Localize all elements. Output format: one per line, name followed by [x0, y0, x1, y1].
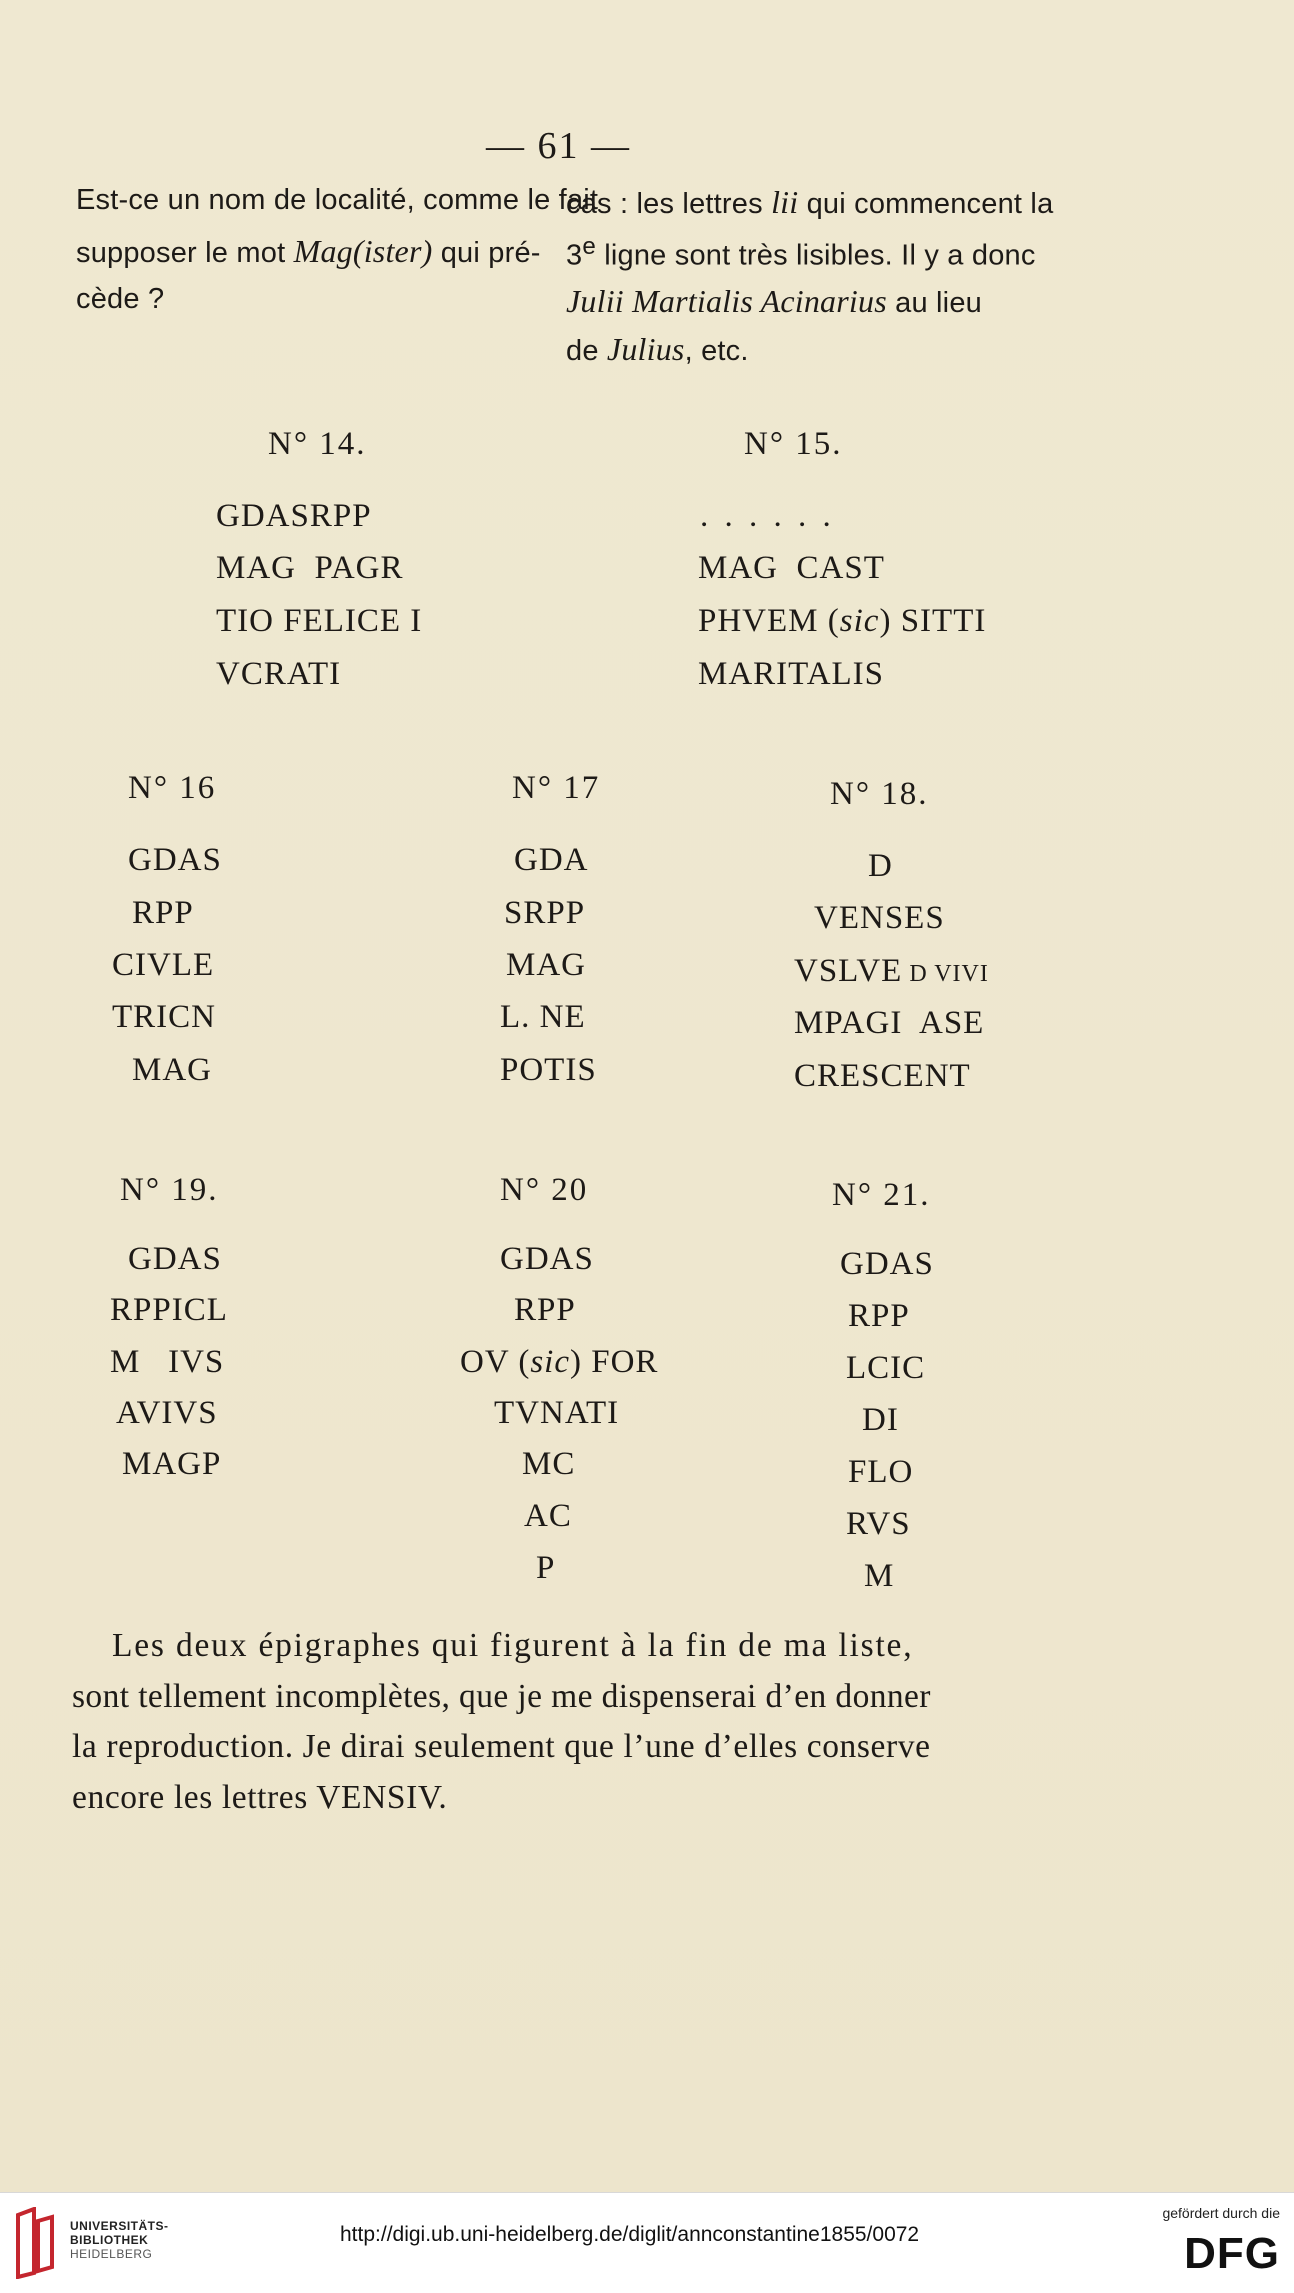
inscription-line: GDAS	[500, 1241, 594, 1277]
inscription-line: P	[536, 1550, 556, 1586]
inscription-line: GDASRPP	[216, 498, 372, 534]
sic-annotation: (sic)	[827, 603, 892, 639]
inscription-line: GDAS	[840, 1246, 934, 1282]
inscription-heading: N° 14.	[268, 426, 367, 462]
page-number: — 61 —	[486, 125, 631, 167]
sic-annotation: (sic)	[518, 1344, 582, 1380]
inscription-line: TVNATI	[494, 1395, 620, 1431]
inscription-line: RVS	[846, 1506, 911, 1542]
intro-left-line: cède ?	[76, 283, 165, 315]
inscription-line: VSLVE D VIVI	[794, 953, 989, 989]
inscription-line: DI	[862, 1402, 899, 1438]
inscription-line: OV (sic) FOR	[460, 1344, 659, 1380]
inscription-line: GDA	[514, 842, 589, 878]
inscription-line: CRESCENT	[794, 1058, 971, 1094]
permalink-url[interactable]: http://digi.ub.uni-heidelberg.de/diglit/annconstantine1855/0072	[340, 2223, 920, 2246]
paragraph-line: encore les lettres VENSIV.	[72, 1779, 448, 1816]
university-library-logo	[12, 2207, 58, 2279]
inscription-line: M IVS	[110, 1344, 225, 1380]
inscription-line: MPAGI ASE	[794, 1005, 985, 1041]
intro-right-line: cas : les lettres lii qui commencent la	[566, 184, 1054, 220]
inscription-line: MAG PAGR	[216, 550, 404, 586]
inscription-line: MAG	[506, 947, 587, 983]
inscription-line: MAGP	[122, 1446, 222, 1482]
library-name-line: BIBLIOTHEK	[70, 2233, 149, 2247]
inscription-line: POTIS	[500, 1052, 597, 1088]
paragraph-line: Les deux épigraphes qui figurent à la fin de ma liste,	[112, 1627, 914, 1664]
inscription-line: D	[868, 848, 893, 884]
inscription-heading: N° 16	[128, 770, 217, 806]
inscription-heading: N° 21.	[832, 1177, 931, 1213]
inscription-line: VENSES	[814, 900, 945, 936]
library-name	[70, 2219, 169, 2261]
inscription-line: RPP	[514, 1292, 576, 1328]
inscription-line: CIVLE	[112, 947, 215, 983]
intro-left-line: Est-ce un nom de localité, comme le fait	[76, 184, 599, 216]
intro-right-line: 3e ligne sont très lisibles. Il y a donc	[566, 233, 1036, 272]
inscription-line: LCIC	[846, 1350, 926, 1386]
inscription-line: AC	[524, 1498, 572, 1534]
inscription-line: MARITALIS	[698, 656, 885, 692]
inscription-heading: N° 19.	[120, 1172, 219, 1208]
inscription-line: RPP	[132, 895, 194, 931]
inscription-line: TIO FELICE I	[216, 603, 423, 639]
dfg-logo: DFG	[1184, 2229, 1280, 2278]
inscription-line: MAG	[132, 1052, 213, 1088]
inscription-line: RPP	[848, 1298, 910, 1334]
inscription-heading: N° 18.	[830, 776, 929, 812]
library-name-line: UNIVERSITÄTS-	[70, 2219, 169, 2233]
paragraph-line: sont tellement incomplètes, que je me dispenserai d’en donner	[72, 1678, 931, 1715]
paragraph-line: la reproduction. Je dirai seulement que l’une d’elles conserve	[72, 1728, 931, 1765]
funded-by-label: gefördert durch die	[1162, 2205, 1280, 2221]
inscription-line: TRICN	[112, 999, 216, 1035]
inscription-line: MAG CAST	[698, 550, 885, 586]
inscription-line: L. NE	[500, 999, 586, 1035]
library-name-line: HEIDELBERG	[70, 2247, 153, 2261]
inscription-line: PHVEM (sic) SITTI	[698, 603, 987, 639]
footer-bar	[0, 2192, 1294, 2293]
inscription-line: GDAS	[128, 842, 222, 878]
intro-right-line: de Julius, etc.	[566, 331, 749, 367]
intro-left-line: supposer le mot Mag(ister) qui pré-	[76, 233, 541, 269]
inscription-line: AVIVS	[116, 1395, 218, 1431]
inscription-line: MC	[522, 1446, 576, 1482]
intro-right-line: Julii Martialis Acinarius au lieu	[566, 283, 982, 319]
inscription-heading: N° 15.	[744, 426, 843, 462]
inscription-line: VCRATI	[216, 656, 342, 692]
inscription-line: . . . . . .	[700, 498, 835, 534]
inscription-heading: N° 20	[500, 1172, 589, 1208]
inscription-line: FLO	[848, 1454, 914, 1490]
inscription-line: GDAS	[128, 1241, 222, 1277]
inscription-line: SRPP	[504, 895, 586, 931]
inscription-line: RPPICL	[110, 1292, 228, 1328]
inscription-heading: N° 17	[512, 770, 601, 806]
inscription-line: M	[864, 1558, 895, 1594]
